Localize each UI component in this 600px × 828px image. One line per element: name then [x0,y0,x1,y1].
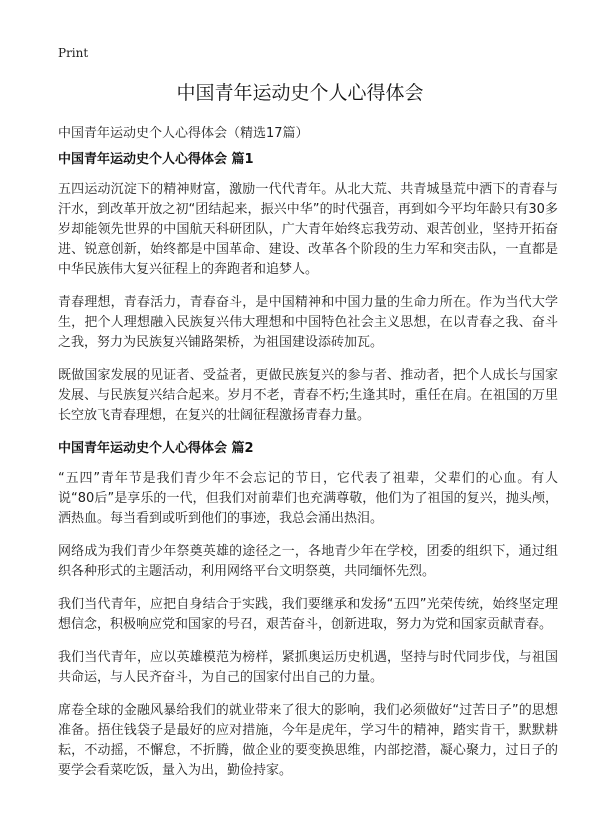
print-link[interactable]: Print [58,46,89,60]
section-2-paragraph-2: 网络成为我们青少年祭奠英雄的途径之一，各地青少年在学校，团委的组织下，通过组织各种形式的主题活动，利用网络平台文明祭奠，共同缅怀先烈。 [58,544,558,579]
section-1-paragraph-3: 既做国家发展的见证者、受益者，更做民族复兴的参与者、推动者，把个人成长与国家发展、与民族复兴结合起来。岁月不老，青春不朽;生逢其时，重任在肩。在祖国的万里长空放飞青春理想，在复兴的壮阔征程激扬青春力量。 [58,368,558,423]
section-2-paragraph-4: 我们当代青年，应以英雄模范为榜样，紧抓奥运历史机遇，坚持与时代同步伐，与祖国共命运，与人民齐奋斗，为自己的国家付出自己的力量。 [58,650,558,685]
section-2-paragraph-1: “五四”青年节是我们青少年不会忘记的节日，它代表了祖辈，父辈们的心血。有人说“80后”是享乐的一代，但我们对前辈们也充满尊敬，他们为了祖国的复兴，抛头颅，洒热血。每当看到或听到他们的事迹，我总会涌出热泪。 [58,471,558,526]
section-1-paragraph-2: 青春理想，青春活力，青春奋斗，是中国精神和中国力量的生命力所在。作为当代大学生，把个人理想融入民族复兴伟大理想和中国特色社会主义思想，在以青春之我、奋斗之我，努力为民族复兴铺路架桥，为祖国建设添砖加瓦。 [58,295,558,350]
section-2-paragraph-5: 席卷全球的金融风暴给我们的就业带来了很大的影响，我们必须做好“过苦日子”的思想准备。捂住钱袋子是最好的应对措施，今年是虎年，学习牛的精神，踏实肯干，默默耕耘，不动摇，不懈怠，不折腾，做企业的要变换思维，内部挖潜，凝心聚力，过日子的要学会看菜吃饭，量入为出，勤俭持家。 [58,703,558,778]
section-heading-1: 中国青年运动史个人心得体会 篇1 [58,152,254,167]
section-2-paragraph-3: 我们当代青年，应把自身结合于实践，我们要继承和发扬“五四”光荣传统，始终坚定理想信念，积极响应党和国家的号召，艰苦奋斗，创新进取，努力为党和国家贡献青春。 [58,597,558,632]
section-heading-2: 中国青年运动史个人心得体会 篇2 [58,441,254,456]
section-1-paragraph-1: 五四运动沉淀下的精神财富，激励一代代青年。从北大荒、共青城垦荒中洒下的青春与汗水，到改革开放之初“团结起来，振兴中华”的时代强音，再到如今平均年龄只有30多岁却能领先世界的中国航天科研团队，广大青年始终忘我劳动、艰苦创业，坚持开拓奋进、锐意创新，始终都是中国革命、建设、改革各个阶段的生力军和突击队，一直都是中华民族伟大复兴征程上的奔跑者和追梦人。 [58,182,558,277]
page-title: 中国青年运动史个人心得体会 [176,82,424,104]
article-body [58,150,558,794]
document-subtitle: 中国青年运动史个人心得体会（精选17篇） [58,126,309,141]
